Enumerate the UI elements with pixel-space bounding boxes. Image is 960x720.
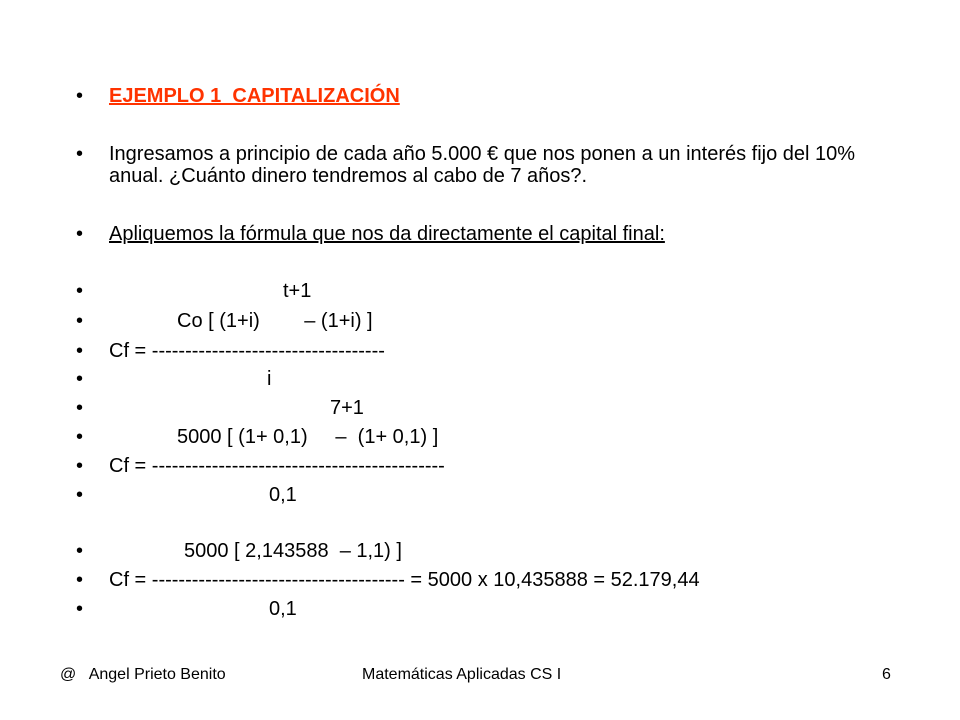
formula-denominator-row xyxy=(0,366,960,396)
bullet: • xyxy=(76,368,84,390)
substitution-exponent-row xyxy=(0,395,960,425)
bullet: • xyxy=(76,540,84,562)
result-denominator-row xyxy=(0,596,960,626)
result-denominator: 0,1 xyxy=(269,598,297,620)
formula-lhs-row xyxy=(0,338,960,368)
bullet: • xyxy=(76,340,84,362)
footer-author: @ Angel Prieto Benito xyxy=(60,666,226,683)
bullet: • xyxy=(76,598,84,620)
bullet: • xyxy=(76,484,84,506)
substitution-denominator-row xyxy=(0,482,960,512)
formula-numerator-row xyxy=(0,308,960,338)
bullet: • xyxy=(76,143,84,165)
bullet: • xyxy=(76,85,84,107)
footer-page-number: 6 xyxy=(882,666,891,683)
bullet: • xyxy=(76,569,84,591)
intro-text: Ingresamos a principio de cada año 5.000 € que nos ponen a un interés fijo del 10% anual. ¿Cuánto dinero tendremos al cabo de 7 años?. xyxy=(109,143,856,187)
instruction-text: Apliquemos la fórmula que nos da directamente el capital final: xyxy=(109,223,665,245)
slide-title-row xyxy=(0,83,960,113)
substitution-lhs-row xyxy=(0,453,960,483)
bullet: • xyxy=(76,397,84,419)
substitution-numerator: 5000 [ (1+ 0,1) – (1+ 0,1) ] xyxy=(177,426,439,448)
substitution-exponent: 7+1 xyxy=(330,397,364,419)
result-numerator: 5000 [ 2,143588 – 1,1) ] xyxy=(184,540,402,562)
formula-lhs: Cf = ----------------------------------- xyxy=(109,340,385,362)
formula-exponent: t+1 xyxy=(283,280,312,302)
instruction-row xyxy=(0,221,960,251)
substitution-lhs: Cf = -------------------------------------------- xyxy=(109,455,445,477)
result-lhs-row xyxy=(0,567,960,597)
bullet: • xyxy=(76,223,84,245)
slide-title: EJEMPLO 1 CAPITALIZACIÓN xyxy=(109,85,400,107)
result-numerator-row xyxy=(0,538,960,568)
result-lhs: Cf = -------------------------------------- = 5000 x 10,435888 = 52.179,44 xyxy=(109,569,700,591)
formula-denominator: i xyxy=(267,368,272,390)
bullet: • xyxy=(76,426,84,448)
substitution-denominator: 0,1 xyxy=(269,484,297,506)
substitution-numerator-row xyxy=(0,424,960,454)
formula-exponent-row xyxy=(0,278,960,308)
bullet: • xyxy=(76,280,84,302)
footer-course: Matemáticas Aplicadas CS I xyxy=(362,666,562,683)
intro-row xyxy=(0,141,960,201)
bullet: • xyxy=(76,455,84,477)
bullet: • xyxy=(76,310,84,332)
formula-numerator: Co [ (1+i) – (1+i) ] xyxy=(177,310,373,332)
